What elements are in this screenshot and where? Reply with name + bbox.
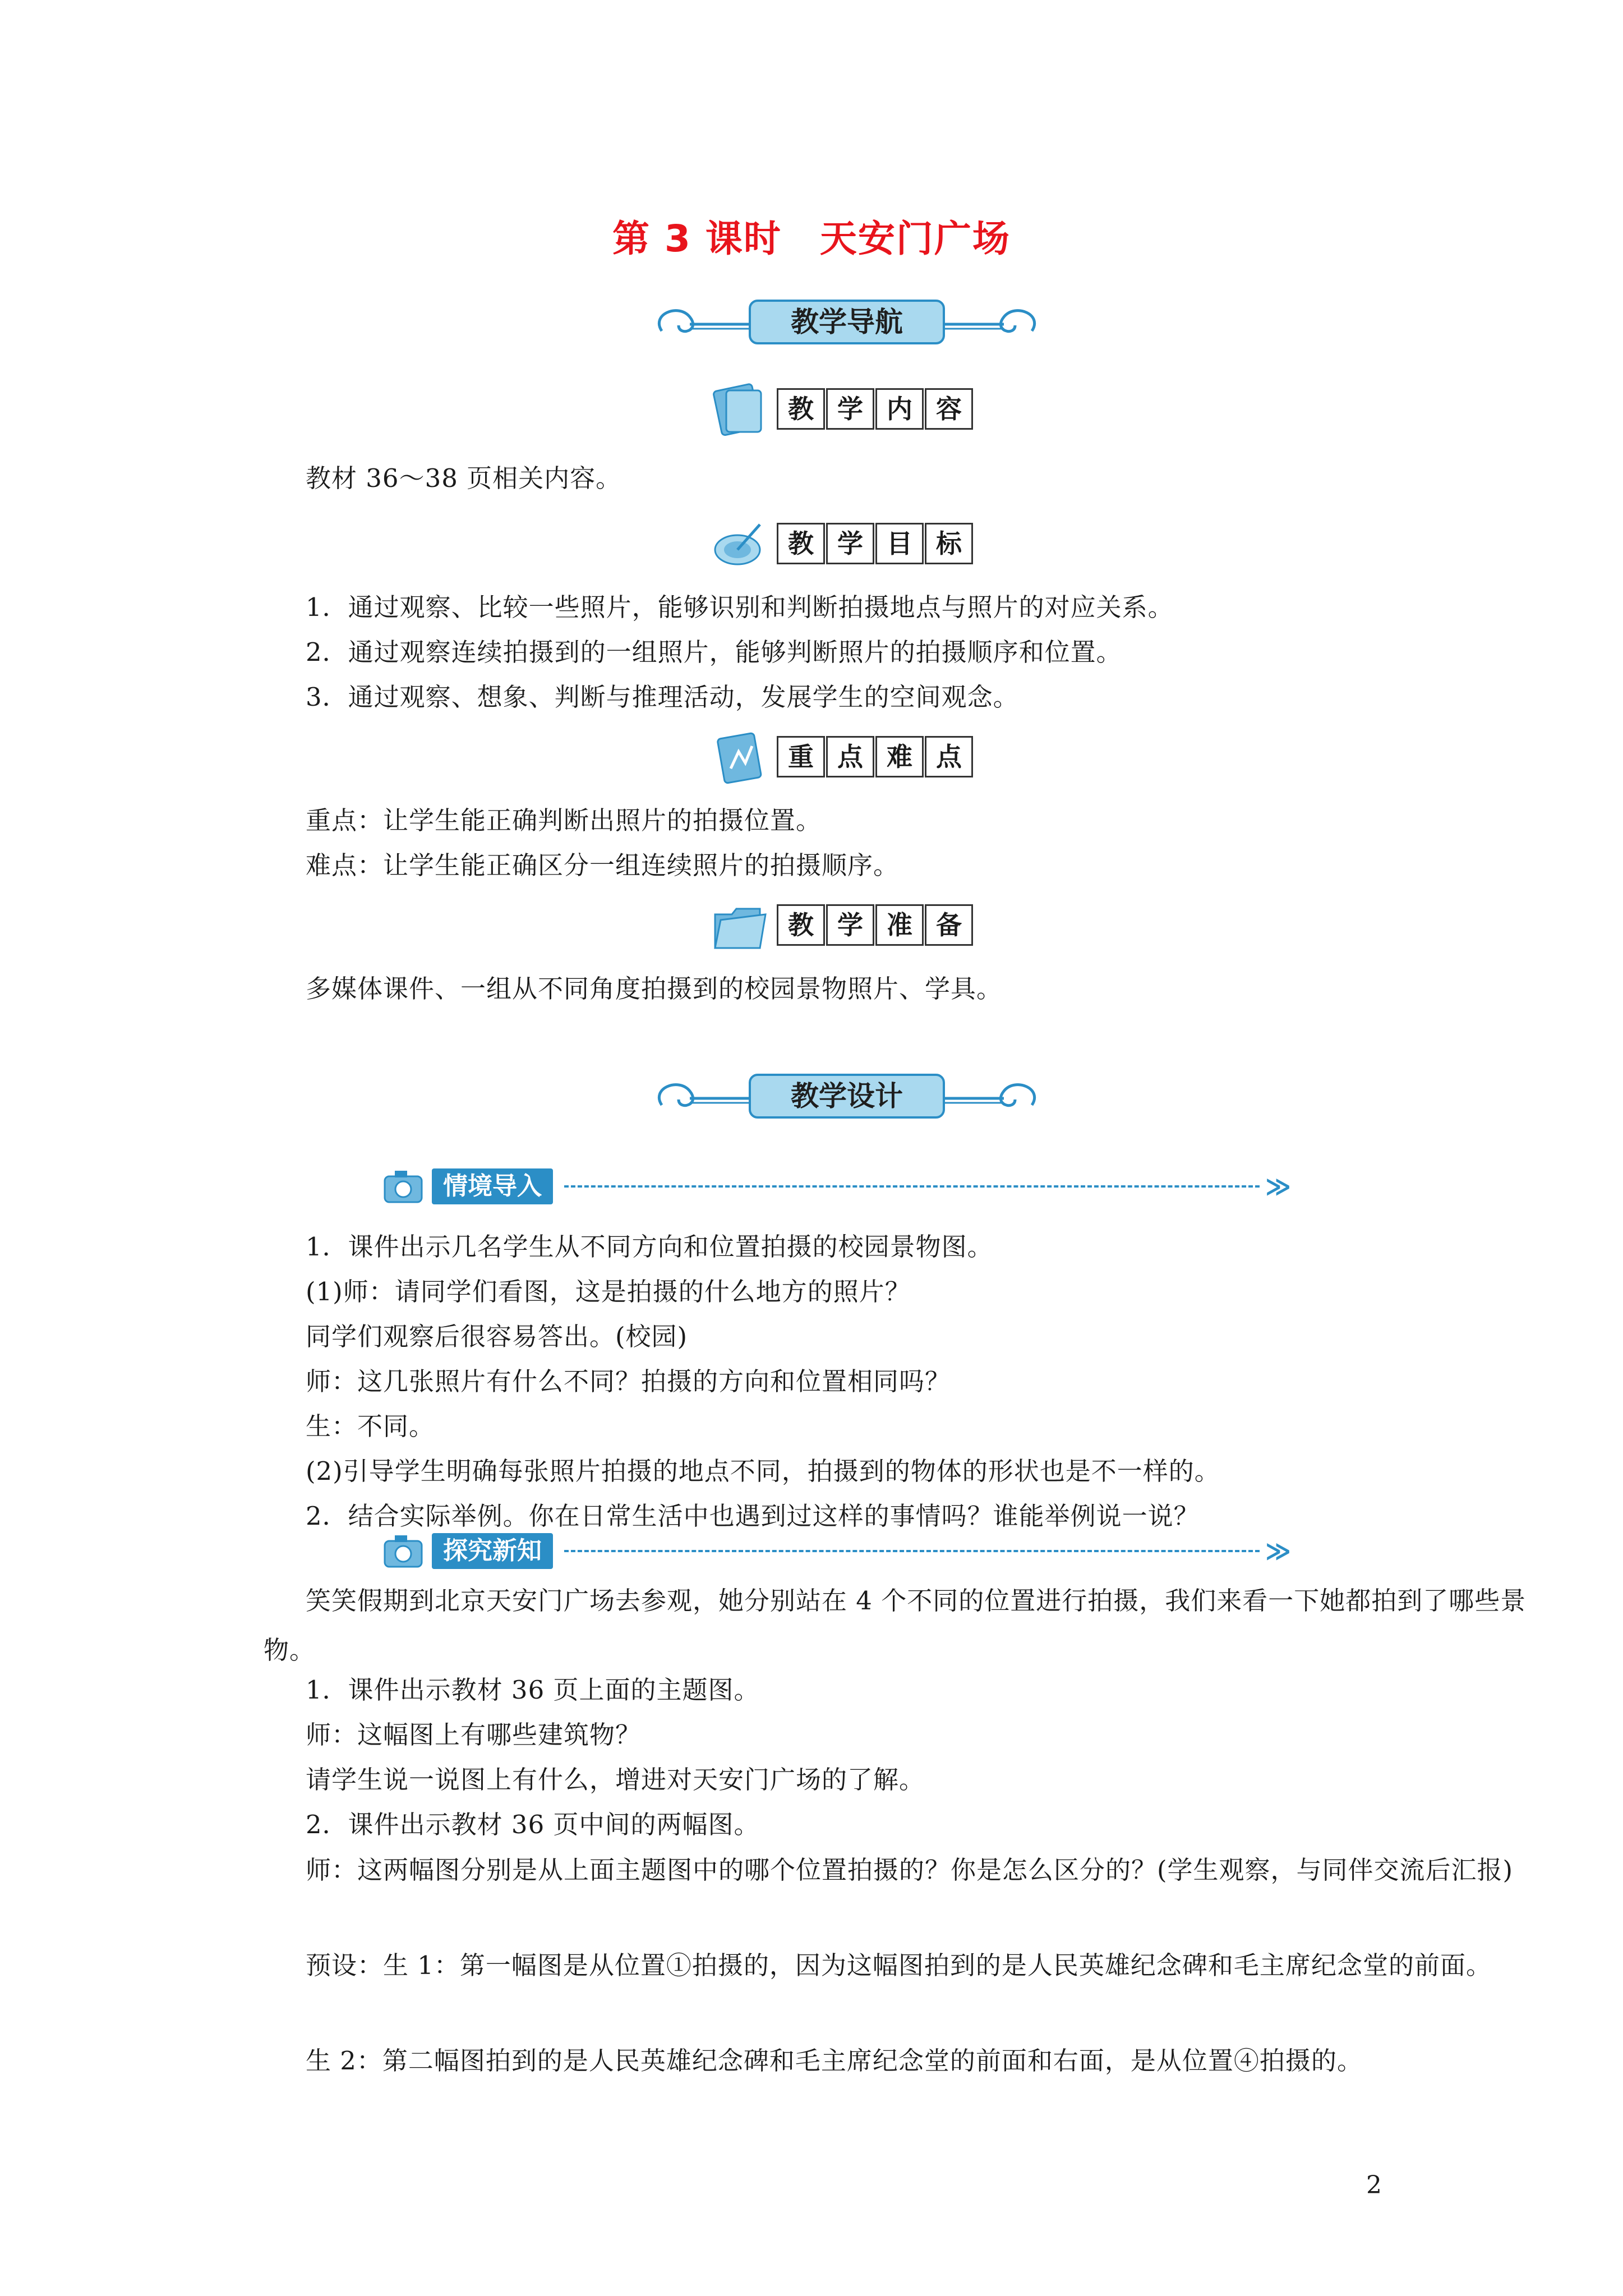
banner-label: 教学导航 [749, 300, 945, 344]
intro-line: 同学们观察后很容易答出。(校园) [306, 1322, 688, 1351]
explore-line: 请学生说一说图上有什么，增进对天安门广场的了解。 [306, 1765, 925, 1795]
subheader-char: 内 [875, 388, 924, 430]
folder-icon [709, 898, 771, 954]
intro-line: 师：这几张照片有什么不同？拍摄的方向和位置相同吗？ [306, 1366, 951, 1396]
key-point: 重点：让学生能正确判断出照片的拍摄位置。 [306, 806, 822, 835]
subheader-key-points [709, 729, 1001, 785]
double-arrow-icon: ≫ [1265, 1536, 1292, 1566]
subheader-char: 教 [777, 523, 825, 564]
explore-line: 师：这幅图上有哪些建筑物？ [306, 1720, 642, 1750]
page-title: 第 3 课时 天安门广场 [612, 217, 1011, 260]
page-number: 2 [1366, 2171, 1382, 2200]
book-icon [709, 381, 771, 438]
subheader-char: 学 [826, 904, 874, 946]
subheader-char: 点 [925, 736, 973, 777]
subheader-char: 教 [777, 904, 825, 946]
subheader-teaching-prep [709, 898, 1001, 954]
camera-icon [381, 1164, 426, 1209]
explore-paragraph: 预设：生 1：第一幅图是从位置①拍摄的，因为这幅图拍到的是人民英雄纪念碑和毛主席纪念堂的前面。 [306, 1950, 1492, 1980]
explore-paragraph: 生 2：第二幅图拍到的是人民英雄纪念碑和毛主席纪念堂的前面和右面，是从位置④拍摄的。 [306, 2046, 1363, 2076]
chart-paper-icon [709, 729, 771, 785]
camera-icon [381, 1529, 426, 1573]
explore-paragraph: 师：这两幅图分别是从上面主题图中的哪个位置拍摄的？你是怎么区分的？(学生观察，与同伴交流后汇报) [306, 1855, 1514, 1885]
subheader-char: 标 [925, 523, 973, 564]
intro-line: (1)师：请同学们看图，这是拍摄的什么地方的照片？ [306, 1277, 911, 1306]
content-text: 教材 36～38 页相关内容。 [306, 463, 622, 493]
goal-item: 3．通过观察、想象、判断与推理活动，发展学生的空间观念。 [306, 682, 1019, 712]
subheader-char: 重 [777, 736, 825, 777]
difficult-point: 难点：让学生能正确区分一组连续照片的拍摄顺序。 [306, 850, 900, 880]
dashed-divider [564, 1550, 1260, 1552]
target-icon [709, 516, 771, 572]
tag-label: 情境导入 [432, 1168, 553, 1204]
tag-situation-intro [381, 1164, 1291, 1209]
subheader-teaching-goals [709, 516, 1001, 572]
subheader-char: 教 [777, 388, 825, 430]
explore-paragraph: 笑笑假期到北京天安门广场去参观，她分别站在 4 个不同的位置进行拍摄，我们来看一下她都拍到了哪些景物。 [264, 1586, 1527, 1665]
banner-teaching-nav [639, 292, 1054, 355]
intro-line: 1．课件出示几名学生从不同方向和位置拍摄的校园景物图。 [306, 1232, 993, 1262]
subheader-char: 目 [875, 523, 924, 564]
goal-item: 1．通过观察、比较一些照片，能够识别和判断拍摄地点与照片的对应关系。 [306, 592, 1174, 622]
intro-line: 生：不同。 [306, 1411, 435, 1441]
dashed-divider [564, 1185, 1260, 1188]
subheader-char: 准 [875, 904, 924, 946]
double-arrow-icon: ≫ [1265, 1172, 1292, 1201]
intro-line: (2)引导学生明确每张照片拍摄的地点不同，拍摄到的物体的形状也是不一样的。 [306, 1456, 1220, 1486]
subheader-char: 难 [875, 736, 924, 777]
subheader-char: 备 [925, 904, 973, 946]
subheader-char: 点 [826, 736, 874, 777]
subheader-char: 学 [826, 388, 874, 430]
subheader-teaching-content [709, 381, 1001, 438]
explore-line: 2．课件出示教材 36 页中间的两幅图。 [306, 1810, 760, 1839]
goal-item: 2．通过观察连续拍摄到的一组照片，能够判断照片的拍摄顺序和位置。 [306, 637, 1122, 667]
tag-explore-new [381, 1529, 1291, 1573]
subheader-char: 容 [925, 388, 973, 430]
intro-line: 2．结合实际举例。你在日常生活中也遇到过这样的事情吗？谁能举例说一说？ [306, 1501, 1200, 1531]
explore-line: 1．课件出示教材 36 页上面的主题图。 [306, 1675, 760, 1705]
banner-label: 教学设计 [749, 1074, 945, 1119]
subheader-char: 学 [826, 523, 874, 564]
banner-teaching-design [639, 1066, 1054, 1129]
tag-label: 探究新知 [432, 1533, 553, 1569]
prep-text: 多媒体课件、一组从不同角度拍摄到的校园景物照片、学具。 [306, 974, 1003, 1004]
